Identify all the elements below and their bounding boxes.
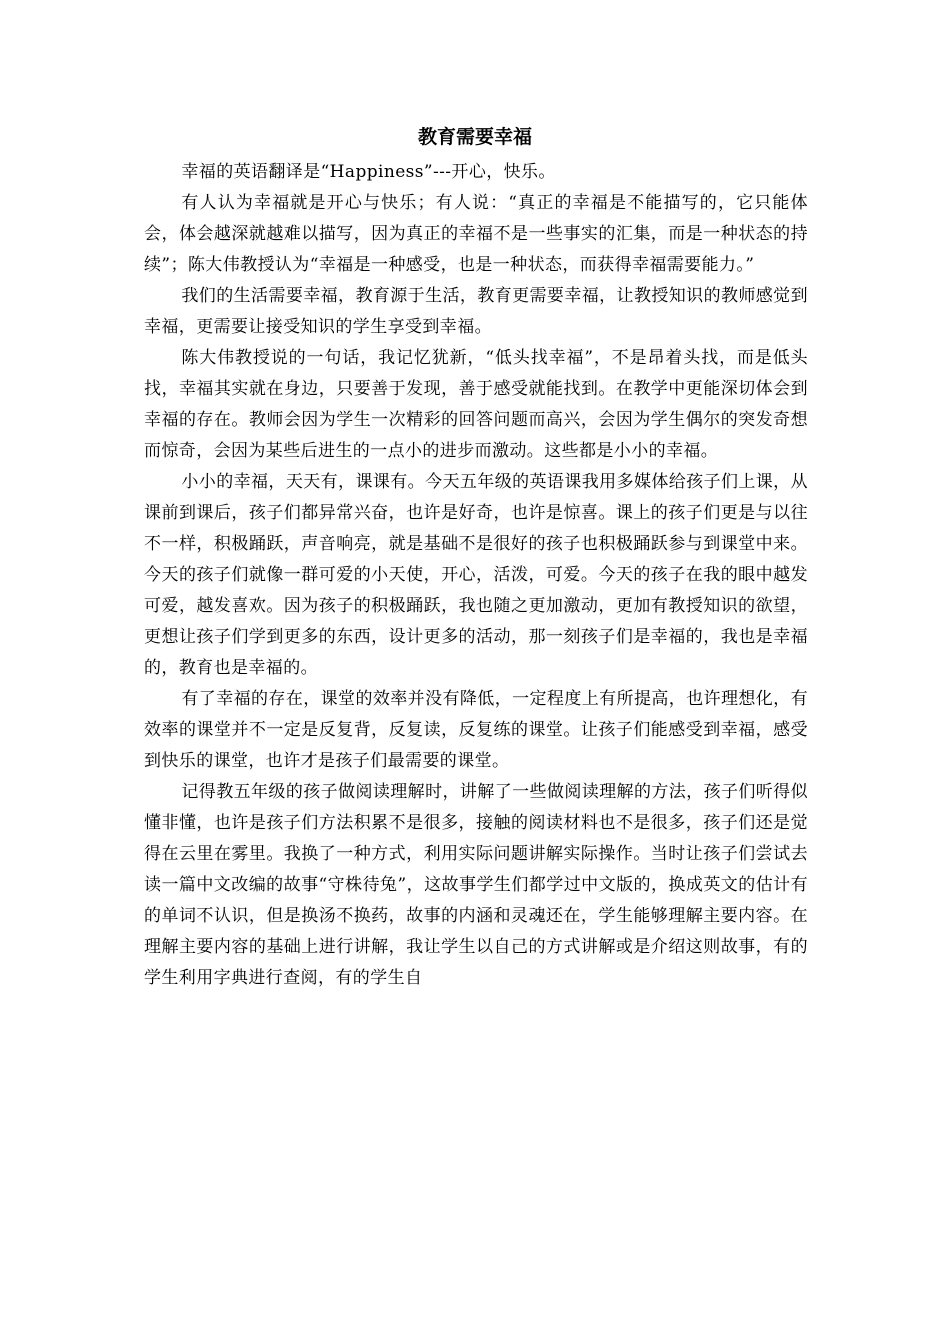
paragraph-7: 记得教五年级的孩子做阅读理解时，讲解了一些做阅读理解的方法，孩子们听得似懂非懂，也许是孩子们方法积累不是很多，接触的阅读材料也不是很多，孩子们还是觉得在云里在雾里。我换了一种方式，利用实际问题讲解实际操作。当时让孩子们尝试去读一篇中文改编的故事“守株待兔”，这故事学生们都学过中文版的，换成英文的估计有的单词不认识，但是换汤不换药，故事的内涵和灵魂还在，学生能够理解主要内容。在理解主要内容的基础上进行讲解，我让学生以自己的方式讲解或是介绍这则故事，有的学生利用字典进行查阅，有的学生自	[144, 782, 808, 988]
paragraph-6: 有了幸福的存在，课堂的效率并没有降低，一定程度上有所提高，也许理想化，有效率的课堂并不一定是反复背，反复读，反复练的课堂。让孩子们能感受到幸福，感受到快乐的课堂，也许才是孩子们最需要的课堂。	[144, 689, 808, 771]
document-body	[144, 157, 808, 994]
paragraph-4: 陈大伟教授说的一句话，我记忆犹新，“低头找幸福”，不是昂着头找，而是低头找，幸福其实就在身边，只要善于发现，善于感受就能找到。在教学中更能深切体会到幸福的存在。教师会因为学生一次精彩的回答问题而高兴，会因为学生偶尔的突发奇想而惊奇，会因为某些后进生的一点小的进步而激动。这些都是小小的幸福。	[144, 348, 808, 461]
document-title: 教育需要幸福	[417, 126, 532, 148]
paragraph-1: 幸福的英语翻译是“Happiness”---开心，快乐。	[181, 162, 556, 182]
paragraph-3: 我们的生活需要幸福，教育源于生活，教育更需要幸福，让教授知识的教师感觉到幸福，更需要让接受知识的学生享受到幸福。	[144, 286, 808, 337]
paragraph-5: 小小的幸福，天天有，课课有。今天五年级的英语课我用多媒体给孩子们上课，从课前到课后，孩子们都异常兴奋，也许是好奇，也许是惊喜。课上的孩子们更是与以往不一样，积极踊跃，声音响亮，就是基础不是很好的孩子也积极踊跃参与到课堂中来。今天的孩子们就像一群可爱的小天使，开心，活泼，可爱。今天的孩子在我的眼中越发可爱，越发喜欢。因为孩子的积极踊跃，我也随之更加激动，更加有教授知识的欲望，更想让孩子们学到更多的东西，设计更多的活动，那一刻孩子们是幸福的，我也是幸福的，教育也是幸福的。	[144, 472, 808, 678]
paragraph-2: 有人认为幸福就是开心与快乐；有人说：“真正的幸福是不能描写的，它只能体会，体会越深就越难以描写，因为真正的幸福不是一些事实的汇集，而是一种状态的持续”；陈大伟教授认为“幸福是一种感受，也是一种状态，而获得幸福需要能力。”	[144, 193, 808, 275]
